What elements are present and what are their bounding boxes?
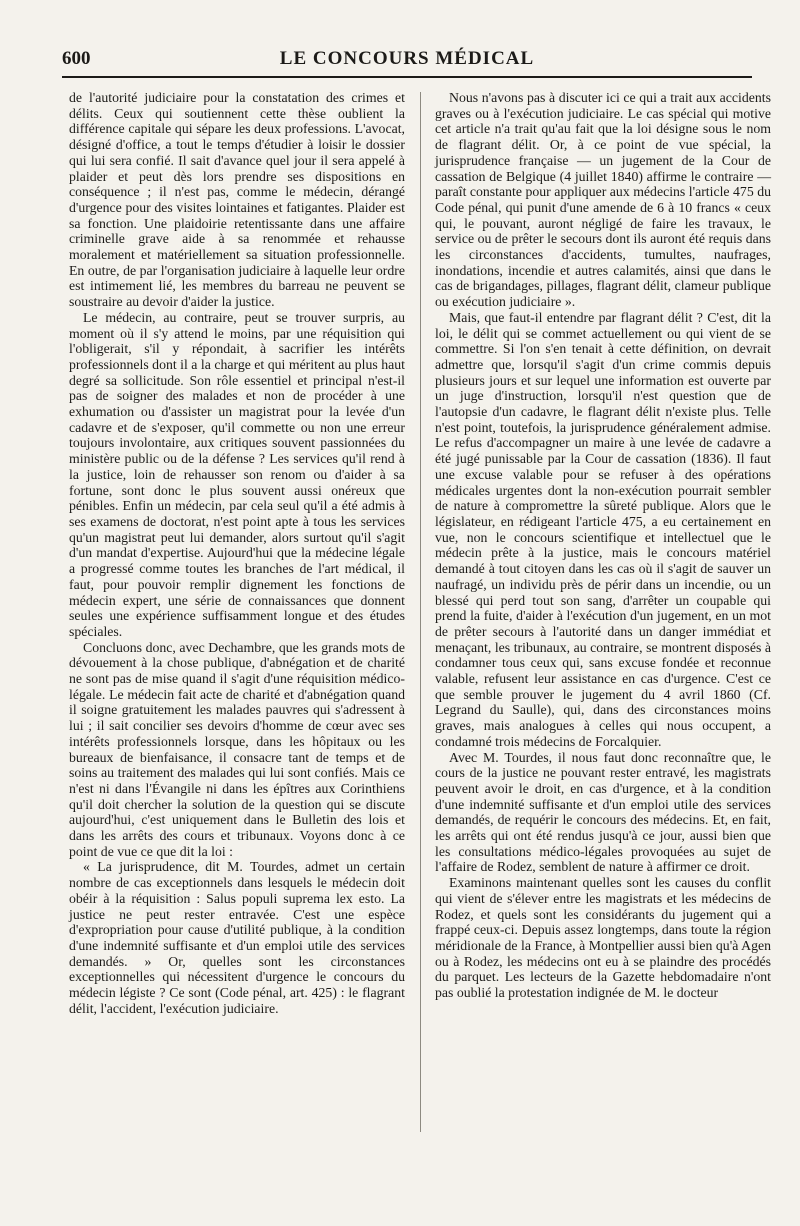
paragraph: Mais, que faut-il entendre par flagrant délit ? C'est, dit la loi, le délit qui se commet actuellement ou qui vient de se commettre. Si l'on s'en tenait à cette définition, on devrait admettre que, lorsqu'il s'agit d'un crime commis depuis plusieurs jours et sur lequel une information est ouverte par un juge d'instruction, lorsqu'il n'est question que de l'autopsie d'un cadavre, le flagrant délit n'existe plus. Telle n'est point, toutefois, la jurisprudence généralement admise. Le refus d'accompagner un maire à une levée de cadavre a été jugé punissable par la Cour de cassation (1836). Il faut une excuse valable pour se refuser à des opérations médicales urgentes dont la non-exécution pourrait sembler de nature à compromettre la sûreté publique. Alors que le législateur, en rédigeant l'article 475, a eu certainement en vue, non le concours scientifique et intellectuel que le médecin prête à la justice, mais le concours matériel demandé à tout citoyen dans les cas où il s'agit de sauver un naufragé, un individu près de périr dans un incendie, ou un blessé qui perd tout son sang, d'arrêter un coupable qui prend la fuite, d'aider à l'exécution d'un jugement, en un mot de prêter secours à l'autorité dans un danger immédiat et menaçant, les tribunaux, au contraire, se montrent disposés à condamner tous ceux qui, sans excuse fondée et reconnue valable, refusent leur assistance en cas d'urgence. C'est ce que semble prouver le jugement du 4 avril 1860 (Cf. Legrand du Saulle), qui, dans des circonstances moins graves, mais analogues à celles qui nous occupent, a condamné trois médecins de Forcalquier. [435,309,771,749]
paragraph: Nous n'avons pas à discuter ici ce qui a trait aux accidents graves ou à l'exécution judiciaire. Le cas spécial qui motive cet article n'a trait qu'au fait que la loi désigne sous le nom de flagrant délit. Or, à ce point de vue spécial, la jurisprudence française — un jugement de la Cour de cassation de Belgique (4 juillet 1840) affirme le contraire — paraît constante pour appliquer aux médecins l'article 475 du Code pénal, qui punit d'une amende de 6 à 10 francs « ceux qui, le pouvant, auront négligé de faire les travaux, le service ou de prêter le secours dont ils auront été requis dans les circonstances d'accidents, tumultes, naufrages, inondations, incendie et autres calamités, ainsi que dans le cas de brigandages, pillages, flagrant délit, clameur publique ou exécution judiciaire ». [435,90,771,310]
header-rule [62,76,752,78]
paragraph: Avec M. Tourdes, il nous faut donc reconnaître que, le cours de la justice ne pouvant rester entravé, les magistrats peuvent avoir le droit, en cas d'urgence, et à la condition d'une indemnité suffisante et d'un emploi utile des services demandés, de requérir le concours des médecins. Et, en fait, les arrêts qui ont été rendus jusqu'à ce jour, aussi bien que les consultations médico-légales provoquées au sujet de l'affaire de Rodez, semblent de nature à affirmer ce droit. [435,749,771,875]
column-divider [420,92,421,1132]
running-title: LE CONCOURS MÉDICAL [279,48,535,69]
paragraph: Le médecin, au contraire, peut se trouver surpris, au moment où il s'y attend le moins, par une réquisition qui l'obligerait, s'il y répondait, à sacrifier les intérêts professionnels dont il a la charge et qui méritent au plus haut degré sa sollicitude. Son rôle essentiel et principal n'est-il pas de soigner des malades et non de procéder à une exhumation ou d'assister un magistrat pour la levée d'un cadavre et de s'exposer, qu'il commette ou non une erreur toujours involontaire, aux critiques souvent passionnées du ministère public ou de la défense ? Les services qu'il rend à la justice, loin de rehausser son renom ou d'aider à sa fortune, sont donc le plus souvent aussi onéreux que pénibles. Enfin un médecin, par cela seul qu'il a été admis à ses examens de doctorat, n'est point apte à tous les services qu'un magistrat peut lui demander, alors surtout qu'il s'agit d'un mandat d'expertise. Aujourd'hui que la médecine légale a progressé comme toutes les branches de l'art médical, il faut, pour pouvoir remplir dignement les fonctions de médecin expert, une série de connaissances que donnent seules une expérience suffisamment longue et des études spéciales. [69,309,405,639]
paragraph: « La jurisprudence, dit M. Tourdes, admet un certain nombre de cas exceptionnels dans lesquels le médecin doit obéir à la réquisition : Salus populi suprema lex esto. La justice ne peut rester entravée. C'est une espèce d'expropriation pour cause d'utilité publique, à la condition d'une indemnité suffisante et d'un emploi utile des services demandés. » Or, quelles sont les circonstances exceptionnelles qui nécessitent d'urgence le concours du médecin légiste ? Ce sont (Code pénal, art. 425) : le flagrant délit, l'accident, l'exécution judiciaire. [69,859,405,1016]
page-number: 600 [62,48,91,69]
paragraph: Examinons maintenant quelles sont les causes du conflit qui vient de s'élever entre les magistrats et les médecins de Rodez, et quels sont les considérants du jugement qui a frappé ceux-ci. Depuis assez longtemps, dans toute la région méridionale de la France, à Montpellier aussi bien qu'à Agen ou à Rodez, les médecins ont eu à se plaindre des procédés du parquet. Les lecteurs de la Gazette hebdomadaire n'ont pas oublié la protestation indignée de M. le docteur [435,875,771,1001]
right-column [435,90,771,1001]
page-header [62,40,752,80]
paragraph: de l'autorité judiciaire pour la constatation des crimes et délits. Ceux qui soutiennent cette thèse oublient la différence capitale qui sépare les deux professions. L'avocat, désigné d'office, a tout le temps d'étudier à loisir le dossier qui lui sera confié. Il sait d'avance quel jour il sera appelé à plaider et peut dès lors prendre ses dispositions en conséquence ; il n'est pas, comme le médecin, dérangé d'urgence pour des visites lointaines et fatigantes. Plaider est sa fonction. Une plaidoirie retentissante dans une affaire criminelle grave aide à sa renommée et rehausse moralement et matériellement sa situation professionnelle. En outre, de par l'organisation judiciaire à laquelle leur ordre est intimement lié, les membres du barreau ne peuvent se soustraire au devoir d'aider la justice. [69,90,405,310]
paragraph: Concluons donc, avec Dechambre, que les grands mots de dévouement à la chose publique, d'abnégation et de charité ne sont pas de mise quand il s'agit d'une réquisition médico-légale. Le médecin fait acte de charité et d'abnégation quand il soigne gratuitement les malades pauvres qui s'adressent à lui ; il sait concilier ses devoirs d'homme de cœur avec ses intérêts professionnels lorsque, dans les hôpitaux ou les bureaux de bienfaisance, il consacre tant de temps et de soins au traitement des malades qui lui sont confiés. Mais ce n'est ni dans l'Évangile ni dans les épîtres aux Corinthiens qu'il doit chercher la solution de la question qui se discute aujourd'hui, c'est uniquement dans le Bulletin des lois et dans les arrêts des cours et tribunaux. Voyons donc à ce point de vue ce que dit la loi : [69,639,405,859]
left-column [69,90,405,1016]
